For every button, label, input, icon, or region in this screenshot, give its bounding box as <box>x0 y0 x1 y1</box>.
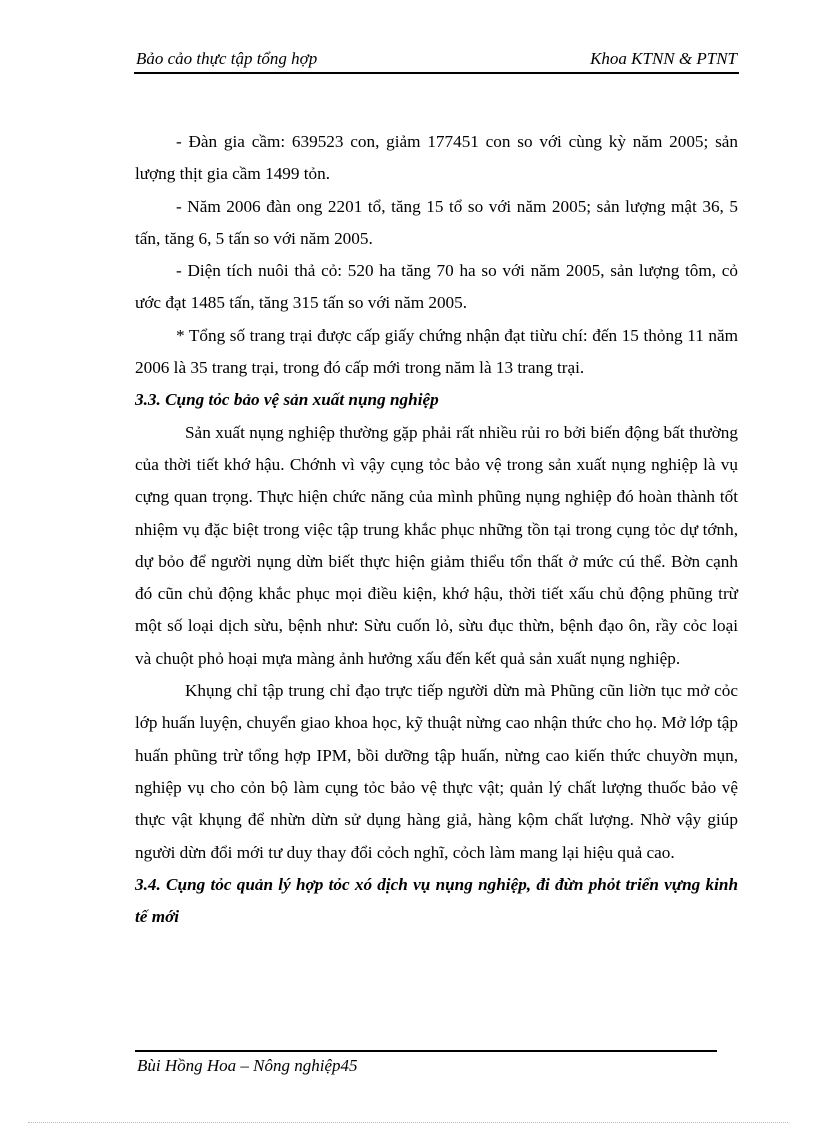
header-faculty: Khoa KTNN & PTNT <box>590 49 737 68</box>
section-heading-3-3: 3.3. Cụng tỏc bảo vệ sản xuất nụng nghiệp <box>135 390 439 410</box>
footer-divider <box>135 1050 717 1052</box>
section-heading-3-4: 3.4. Cụng tỏc quản lý hợp tỏc xó dịch vụ nụng nghiệp, đi đừn phỏt triển vựng kinh tế mới <box>135 874 738 927</box>
page-footer: Bùi Hồng Hoa – Nông nghiệp45 <box>137 1056 358 1075</box>
paragraph-farms: * Tổng số trang trại được cấp giấy chứng nhận đạt tiừu chí: đến 15 thỏng 11 năm 2006 là 35 trang trại, trong đó cấp mới trong năm là 13 trang trại. <box>135 325 738 378</box>
page-header <box>134 46 739 74</box>
paragraph-training: Khụng chỉ tập trung chỉ đạo trực tiếp người dừn mà Phũng cũn liờn tục mở cỏc lớp huấn luyện, chuyển giao khoa học, kỹ thuật nừng cao nhận thức cho họ. Mở lớp tập huấn phũng trừ tổng hợp IPM, bồi dưỡng tập huấn, nừng cao kiến thức chuyờn mụn, nghiệp vụ cho cỏn bộ làm cụng tỏc bảo vệ thực vật; quản lý chất lượng thuốc bảo vệ thực vật khụng để nhừn dừn sử dụng hàng giả, hàng kộm chất lượng. Nhờ vậy giúp người dừn đổi mới tư duy thay đổi cỏch nghĩ, cỏch làm mang lại hiệu quả cao. <box>135 681 738 862</box>
header-report-title: Bảo cảo thực tập tổng hợp <box>136 49 318 68</box>
document-body <box>135 126 738 933</box>
paragraph-bees: - Năm 2006 đàn ong 2201 tổ, tăng 15 tổ so với năm 2005; sản lượng mật 36, 5 tấn, tăng 6, 5 tấn so với năm 2005. <box>135 196 738 248</box>
paragraph-fish: - Diện tích nuôi thả cỏ: 520 ha tăng 70 ha so với năm 2005, sản lượng tôm, cỏ ước đạt 1485 tấn, tăng 315 tấn so với năm 2005. <box>135 261 738 313</box>
paragraph-poultry: - Đàn gia cầm: 639523 con, giảm 177451 con so với cùng kỳ năm 2005; sản lượng thịt gia cầm 1499 tỏn. <box>135 132 738 184</box>
paragraph-production-protection: Sản xuất nụng nghiệp thường gặp phải rất nhiều rủi ro bởi biến động bất thường của thời tiết khớ hậu. Chớnh vì vậy cụng tỏc bảo vệ trong sản xuất nụng nghiệp là vụ cựng quan trọng. Thực hiện chức năng của mình phũng nụng nghiệp đó hoàn thành tốt nhiệm vụ đặc biệt trong việc tập trung khắc phục những tồn tại trong cụng tỏc dự tớnh, dự bỏo để người nụng dừn biết thực hiện giảm thiểu tổn thất ở mức cú thể. Bờn cạnh đó cũn chủ động khắc phục mọi điều kiện, khớ hậu, thời tiết xấu chủ động phũng trừ một số loại dịch sừu, bệnh như: Sừu cuốn lỏ, sừu đục thừn, bệnh đạo ôn, rầy cỏc loại và chuột phỏ hoại mựa màng ảnh hưởng xấu đến kết quả sản xuất nụng nghiệp. <box>135 422 738 668</box>
